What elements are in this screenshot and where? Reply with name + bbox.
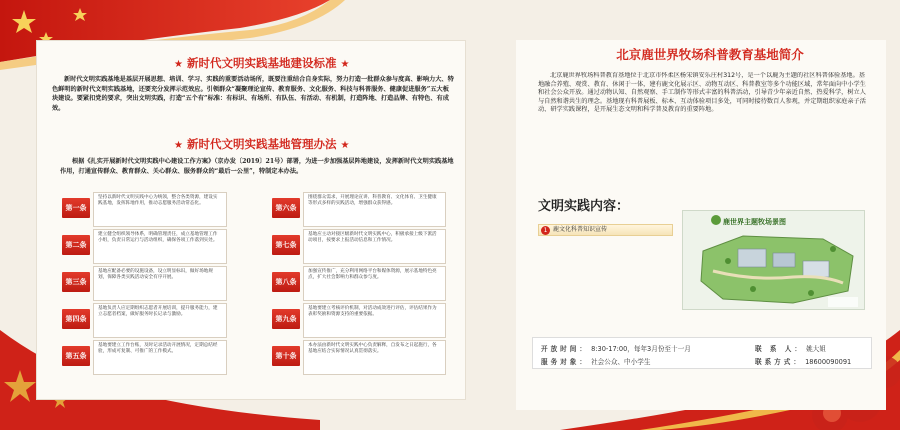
map-illustration bbox=[683, 211, 866, 311]
audience-value: 社会公众、中小学生 bbox=[591, 358, 651, 366]
article-label: 第五条 bbox=[62, 346, 90, 366]
star-icon: ★ bbox=[174, 140, 183, 151]
star-icon: ★ bbox=[340, 59, 350, 70]
article-label: 第三条 bbox=[62, 272, 90, 292]
article-text: 围绕群众需求，开展理论宣讲、科普教育、文化体育、卫生健康等形式多样的实践活动，增强群众获得感。 bbox=[303, 192, 446, 227]
contact-key: 联 系 人： bbox=[755, 345, 804, 353]
phone-value: 18600090091 bbox=[805, 358, 852, 366]
practice-title: 文明实践内容： bbox=[538, 199, 630, 214]
standard-title-wrap bbox=[174, 55, 349, 71]
article-text: 基地应配备必要的设施设备，设立明显标识，做好场地规划，保障各类实践活动安全有序开展。 bbox=[93, 266, 227, 301]
open-time-row bbox=[541, 343, 691, 353]
site-map bbox=[682, 210, 865, 310]
star-icon: ★ bbox=[340, 140, 350, 151]
article-text: 本办法由新时代文明实践中心负责解释，自发布之日起施行，各基地应结合实际情况认真贯彻落实。 bbox=[303, 340, 446, 375]
map-title: 鹿世界主题牧场景图 bbox=[723, 218, 786, 226]
article-label: 第六条 bbox=[272, 198, 300, 218]
management-intro: 根据《扎实开展新时代文明实践中心建设工作方案》（京办发〔2019〕21号）部署，为进一步加强基层阵地建设，发挥新时代文明实践基地作用，打通宣传群众、教育群众、关心群众、服务群众的“最后一公里”，特制定本办法。 bbox=[60, 158, 454, 175]
article-label: 第七条 bbox=[272, 235, 300, 255]
standard-title: 新时代文明实践基地建设标准 bbox=[186, 56, 337, 70]
article-text: 基地要建立工作台账，及时记录活动开展情况，定期总结经验，形成可复制、可推广的工作模式。 bbox=[93, 340, 227, 375]
article-label: 第一条 bbox=[62, 198, 90, 218]
practice-item-text: 鹿文化科普知识宣传 bbox=[553, 226, 608, 233]
management-title-wrap bbox=[174, 136, 349, 152]
phone-key: 联系方式： bbox=[755, 358, 803, 366]
audience-key: 服务对象： bbox=[541, 358, 589, 366]
open-time-key: 开放时间： bbox=[541, 345, 589, 353]
management-title: 新时代文明实践基地管理办法 bbox=[186, 137, 337, 151]
article-text: 基地负责人应定期组织志愿者开展培训，提升服务能力，建立志愿者档案，做好服务时长记录与激励。 bbox=[93, 303, 227, 338]
article-label: 第十条 bbox=[272, 346, 300, 366]
article-label: 第八条 bbox=[272, 272, 300, 292]
contact-row bbox=[755, 343, 826, 353]
intro-title: 北京鹿世界牧场科普教育基地简介 bbox=[616, 47, 804, 62]
standard-text: 新时代文明实践基地是基层开展思想、培训、学习、实践的重要活动场所，既要注重结合自身实际，努力打造一批群众参与度高、影响力大、特色鲜明的新时代文明实践基地，还要充分发挥示范效应。引领群众“凝聚理论宣传、教育服务、文化服务、科技与科普服务、健康促进服务”五大板块建设。要紧扣党的要求，突出文明实践，打造“五个有”标准：有标识、有场所、有队伍、有活动、有机制，打造阵地、打造品牌、有特色、有成效。 bbox=[52, 76, 454, 112]
info-table bbox=[532, 337, 872, 369]
article-text: 建立健全组织领导体系，明确管理责任，成立基地管理工作小组，负责日常运行与活动组织，确保各项工作落到实处。 bbox=[93, 229, 227, 264]
open-time-value: 8:30-17:00，每年3月份至十一月 bbox=[591, 345, 691, 353]
article-label: 第四条 bbox=[62, 309, 90, 329]
article-label: 第九条 bbox=[272, 309, 300, 329]
intro-text: 北京鹿世界牧场科普教育基地位于北京市怀柔区杨宋镇安乐庄村312号，是一个以鹿为主题的社区科普体验基地。基地融合养殖、观赏、教育、休闲于一体，建有鹿文化展示区、动物互动区、科普教室等多个功能区域，常年面向中小学生和社会公众开放。通过动物认知、自然观察、手工制作等形式丰富的科普活动，引导青少年亲近自然、热爱科学，树立人与自然和谐共生的理念。基地现有科普展板、标本、互动体验项目多处，可同时接待数百人参观，并定期组织家庭亲子活动、研学实践课程，是开展生态文明和科学普及教育的重要阵地。 bbox=[538, 72, 866, 114]
article-text: 加强宣传推广，充分利用网络平台和媒体资源，展示基地特色亮点，扩大社会影响力和群众参与度。 bbox=[303, 266, 446, 301]
contact-value: 姚大姐 bbox=[806, 345, 826, 353]
article-text: 基地要建立考核评价机制，对活动成效进行评估，评估结果作为表彰奖励和资源支持的重要依据。 bbox=[303, 303, 446, 338]
practice-item bbox=[538, 224, 673, 236]
phone-row bbox=[755, 356, 851, 366]
article-text: 基地应主动对接区级新时代文明实践中心，积极承接上级下派活动项目，按要求上报活动信息和工作情况。 bbox=[303, 229, 446, 264]
article-text: 坚持以新时代文明实践中心为统领，整合各类资源，建设实践基地，发挥阵地作用，推动志愿服务活动常态化。 bbox=[93, 192, 227, 227]
audience-row bbox=[541, 356, 650, 366]
article-label: 第二条 bbox=[62, 235, 90, 255]
star-icon: ★ bbox=[174, 59, 183, 70]
practice-item-number: 1 bbox=[541, 226, 550, 235]
